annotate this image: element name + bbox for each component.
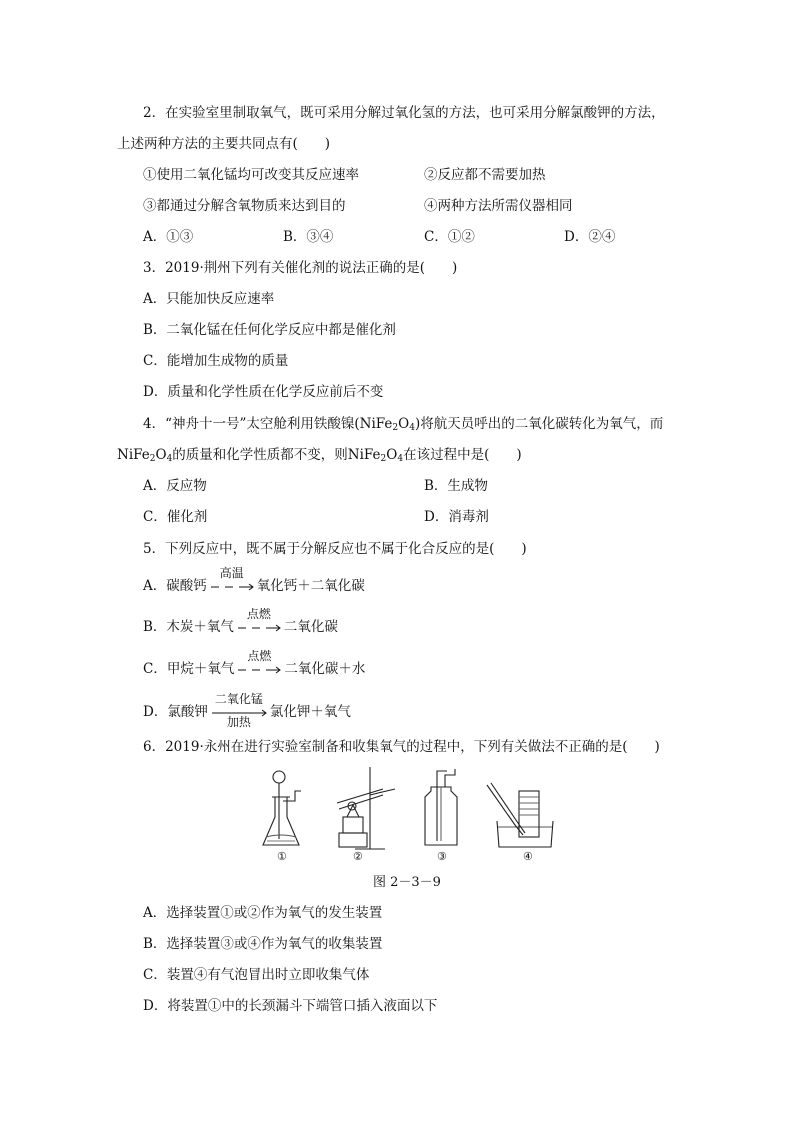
reaction-arrow: 点燃 — [236, 619, 282, 637]
q4-option-c: C．催化剂 — [143, 509, 208, 525]
q5-option-b: B．木炭＋氧气 点燃 二氧化碳 — [143, 606, 338, 635]
apparatus-label-3: ③ — [437, 850, 447, 863]
q4-option-a: A．反应物 — [143, 478, 207, 494]
q2-option-b: B．③④ — [283, 229, 334, 245]
q2-statement-1: ①使用二氧化锰均可改变其反应速率 — [143, 167, 359, 183]
q5-option-a: A．碳酸钙 高温 氧化钙＋二氧化碳 — [143, 565, 365, 594]
apparatus-drawing — [255, 765, 555, 865]
q3-option-a: A．只能加快反应速率 — [143, 291, 275, 307]
q4-option-d: D．消毒剂 — [424, 509, 489, 525]
q6-option-d: D．将装置①中的长颈漏斗下端管口插入液面以下 — [143, 998, 438, 1014]
q2-option-d: D．②④ — [564, 229, 616, 245]
apparatus-label-1: ① — [277, 850, 287, 863]
q5-option-d: D．氯酸钾 二氧化锰 加热 氯化钾＋氧气 — [143, 691, 351, 729]
apparatus-label-4: ④ — [523, 850, 533, 863]
apparatus-3-bottle — [425, 769, 457, 845]
q2-stem-line2: 上述两种方法的主要共同点有( ) — [117, 136, 331, 152]
q2-statement-2: ②反应都不需要加热 — [424, 167, 546, 183]
apparatus-4-trough — [487, 783, 553, 847]
q6-option-a: A．选择装置①或②作为氧气的发生装置 — [143, 905, 383, 921]
q2-stem-line1: 2．在实验室里制取氧气，既可采用分解过氧化氢的方法，也可采用分解氯酸钾的方法， — [143, 105, 665, 121]
q3-option-c: C．能增加生成物的质量 — [143, 353, 289, 369]
q4-stem-line2: $NiFe_2O_4$的质量和化学性质都不变，则$NiFe_2O_4$在该过程中是( ) — [117, 447, 522, 464]
q2-option-c: C．①② — [424, 229, 475, 245]
q3-option-d: D．质量和化学性质在化学反应前后不变 — [143, 384, 384, 400]
apparatus-2-heating — [337, 767, 395, 849]
reaction-arrow: 二氧化锰 加热 — [210, 704, 268, 722]
q4-stem-line1: 4．“神舟十一号”太空舱利用铁酸镍$(NiFe_2O_4)$将航天员呼出的二氧化碳转化为氧气，而 — [143, 416, 664, 433]
q5-option-c: C．甲烷＋氧气 点燃 二氧化碳＋水 — [143, 648, 366, 677]
q4-option-b: B．生成物 — [424, 478, 488, 494]
apparatus-figure — [255, 765, 555, 865]
figure-caption: 图 2－3－9 — [373, 875, 441, 890]
q2-statement-3: ③都通过分解含氧物质来达到目的 — [143, 198, 346, 214]
reaction-arrow: 点燃 — [236, 661, 282, 679]
q6-option-b: B．选择装置③或④作为氧气的收集装置 — [143, 936, 383, 952]
apparatus-1-flask — [263, 771, 301, 845]
q3-stem: 3．2019·荆州下列有关催化剂的说法正确的是( ) — [143, 260, 458, 276]
apparatus-label-2: ② — [353, 850, 363, 863]
q2-option-a: A．①③ — [143, 229, 194, 245]
q3-option-b: B．二氧化锰在任何化学反应中都是催化剂 — [143, 322, 396, 338]
q6-option-c: C．装置④有气泡冒出时立即收集气体 — [143, 967, 370, 983]
q6-stem: 6．2019·永州在进行实验室制备和收集氧气的过程中，下列有关做法不正确的是( ) — [143, 739, 660, 755]
q5-stem: 5．下列反应中，既不属于分解反应也不属于化合反应的是( ) — [143, 541, 527, 557]
q2-statement-4: ④两种方法所需仪器相同 — [424, 198, 573, 214]
reaction-arrow: 高温 — [209, 578, 255, 596]
